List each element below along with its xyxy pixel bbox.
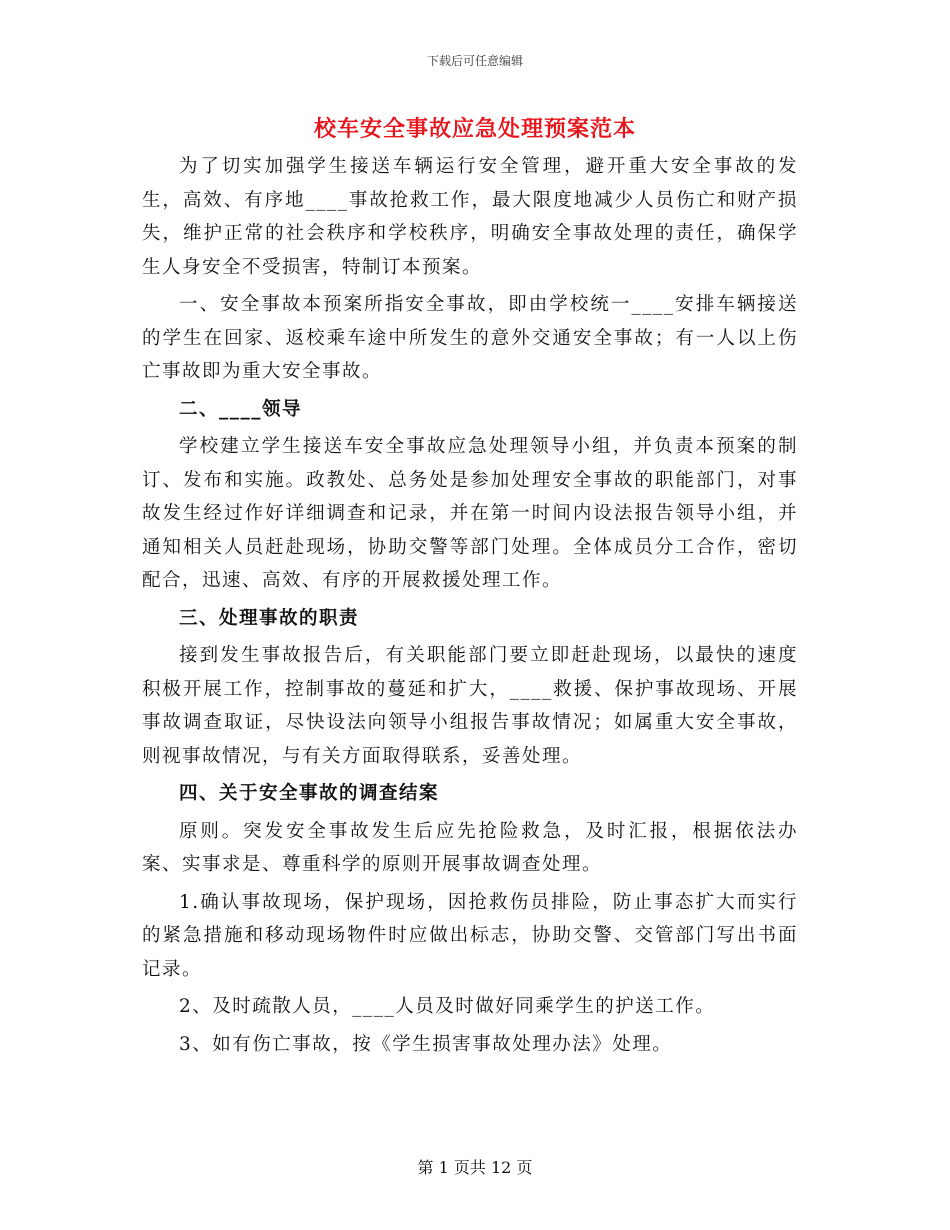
list-item-1: 1.确认事故现场，保护现场，因抢救伤员排险，防止事态扩大而实行的紧急措施和移动现场物件时应做出标志，协助交警、交管部门写出书面记录。 <box>142 891 798 980</box>
section-3-heading: 三、处理事故的职责 <box>179 607 360 629</box>
page-header-note: 下载后可任意编辑 <box>426 54 523 68</box>
section-4-paragraph: 原则。突发安全事故发生后应先抢险救急，及时汇报，根据依法办案、实事求是、尊重科学的原则开展事故调查处理。 <box>142 820 798 875</box>
document-body <box>142 150 798 1065</box>
document-title: 校车安全事故应急处理预案范本 <box>313 116 636 142</box>
list-item-2: 2、及时疏散人员，____人员及时做好同乘学生的护送工作。 <box>179 996 716 1017</box>
section-3-paragraph: 接到发生事故报告后，有关职能部门要立即赶赴现场，以最快的速度积极开展工作，控制事故的蔓延和扩大，____救援、保护事故现场、开展事故调查取证，尽快设法向领导小组报告事故情况；如属重大安全事故，则视事故情况，与有关方面取得联系，妥善处理。 <box>142 645 798 767</box>
section-1-paragraph: 一、安全事故本预案所指安全事故，即由学校统一____安排车辆接送的学生在回家、返校乘车途中所发生的意外交通安全事故；有一人以上伤亡事故即为重大安全事故。 <box>142 294 798 382</box>
section-4-heading: 四、关于安全事故的调查结案 <box>179 783 440 804</box>
intro-paragraph: 为了切实加强学生接送车辆运行安全管理，避开重大安全事故的发生，高效、有序地____事故抢救工作，最大限度地减少人员伤亡和财产损失，维护正常的社会秩序和学校秩序，明确安全事故处理的责任，确保学生人身安全不受损害，特制订本预案。 <box>142 156 798 278</box>
page-number: 第 1 页共 12 页 <box>417 1158 533 1177</box>
list-item-3: 3、如有伤亡事故，按《学生损害事故处理办法》处理。 <box>179 1033 673 1055</box>
section-2-paragraph: 学校建立学生接送车安全事故应急处理领导小组，并负责本预案的制订、发布和实施。政教处、总务处是参加处理安全事故的职能部门，对事故发生经过作好详细调查和记录，并在第一时间内设法报告领导小组，并通知相关人员赶赴现场，协助交警等部门处理。全体成员分工合作，密切配合，迅速、高效、有序的开展救援处理工作。 <box>142 436 798 591</box>
section-2-heading: 二、____领导 <box>179 398 303 420</box>
